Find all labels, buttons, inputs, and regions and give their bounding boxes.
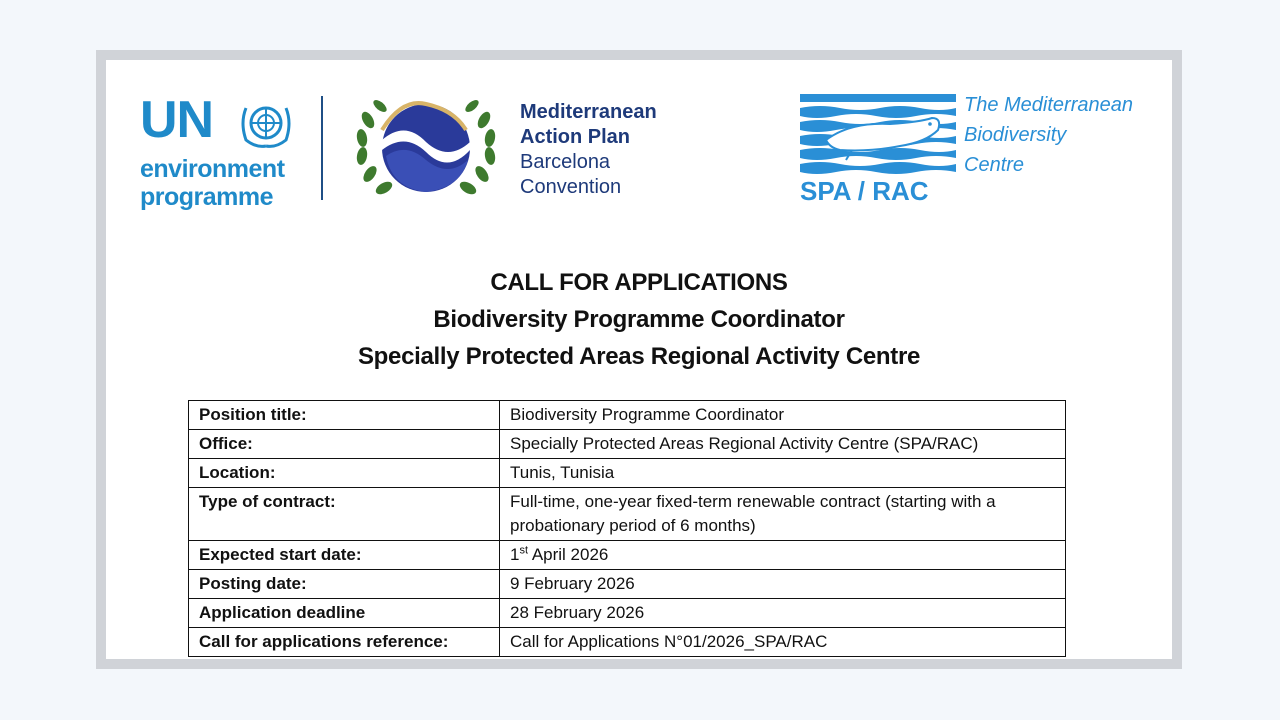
olive-wreath-emblem-icon [350, 90, 502, 206]
map-line-1: Mediterranean [520, 101, 657, 123]
row-value: Call for Applications N°01/2026_SPA/RAC [500, 628, 1066, 657]
table-row [189, 628, 1066, 657]
title-call-for-applications: CALL FOR APPLICATIONS [490, 269, 788, 296]
title-centre: Specially Protected Areas Regional Activity Centre [357, 343, 921, 370]
spa-line-2: Biodiversity [964, 124, 1067, 146]
table-row [189, 541, 1066, 570]
title-position: Biodiversity Programme Coordinator [433, 306, 845, 333]
row-label: Office: [189, 430, 500, 459]
unep-logo-programme: programme [140, 183, 274, 211]
row-label: Position title: [189, 401, 500, 430]
table-row [189, 459, 1066, 488]
start-day-suffix: st [519, 544, 529, 557]
monk-seal-waves-icon [800, 92, 956, 204]
table-row [189, 488, 1066, 541]
unep-logo [140, 91, 300, 211]
start-day: 1 [510, 545, 520, 564]
map-line-2: Action Plan [520, 126, 631, 148]
spa-line-3: Centre [964, 154, 1025, 176]
document-titles [106, 264, 1172, 375]
document-page [106, 60, 1172, 659]
row-value: Biodiversity Programme Coordinator [500, 401, 1066, 430]
unep-logo-environment: environment [140, 155, 285, 183]
map-line-4: Convention [520, 176, 622, 198]
table-row [189, 599, 1066, 628]
unep-logo-un: UN [140, 91, 214, 149]
row-label: Type of contract: [189, 488, 500, 541]
map-line-3: Barcelona [520, 151, 611, 173]
row-value [500, 541, 1066, 570]
spa-rac-text [964, 90, 1133, 180]
spa-line-1: The Mediterranean [964, 94, 1133, 116]
row-value: 9 February 2026 [500, 570, 1066, 599]
row-label: Call for applications reference: [189, 628, 500, 657]
spa-rac-logo-text: SPA / RAC [800, 176, 929, 204]
row-value: Tunis, Tunisia [500, 459, 1066, 488]
row-label: Expected start date: [189, 541, 500, 570]
row-value: Full-time, one-year fixed-term renewable contract (starting with a probationary period of 6 months) [500, 488, 1066, 541]
un-emblem-icon [236, 96, 296, 150]
row-label: Location: [189, 459, 500, 488]
row-label: Application deadline [189, 599, 500, 628]
position-info-table [188, 400, 1066, 657]
logo-divider [321, 96, 323, 200]
start-month-year: April 2026 [528, 545, 609, 564]
row-value: Specially Protected Areas Regional Activity Centre (SPA/RAC) [500, 430, 1066, 459]
row-label: Posting date: [189, 570, 500, 599]
row-value: 28 February 2026 [500, 599, 1066, 628]
table-row [189, 570, 1066, 599]
map-text [520, 100, 657, 200]
table-row [189, 430, 1066, 459]
table-row [189, 401, 1066, 430]
